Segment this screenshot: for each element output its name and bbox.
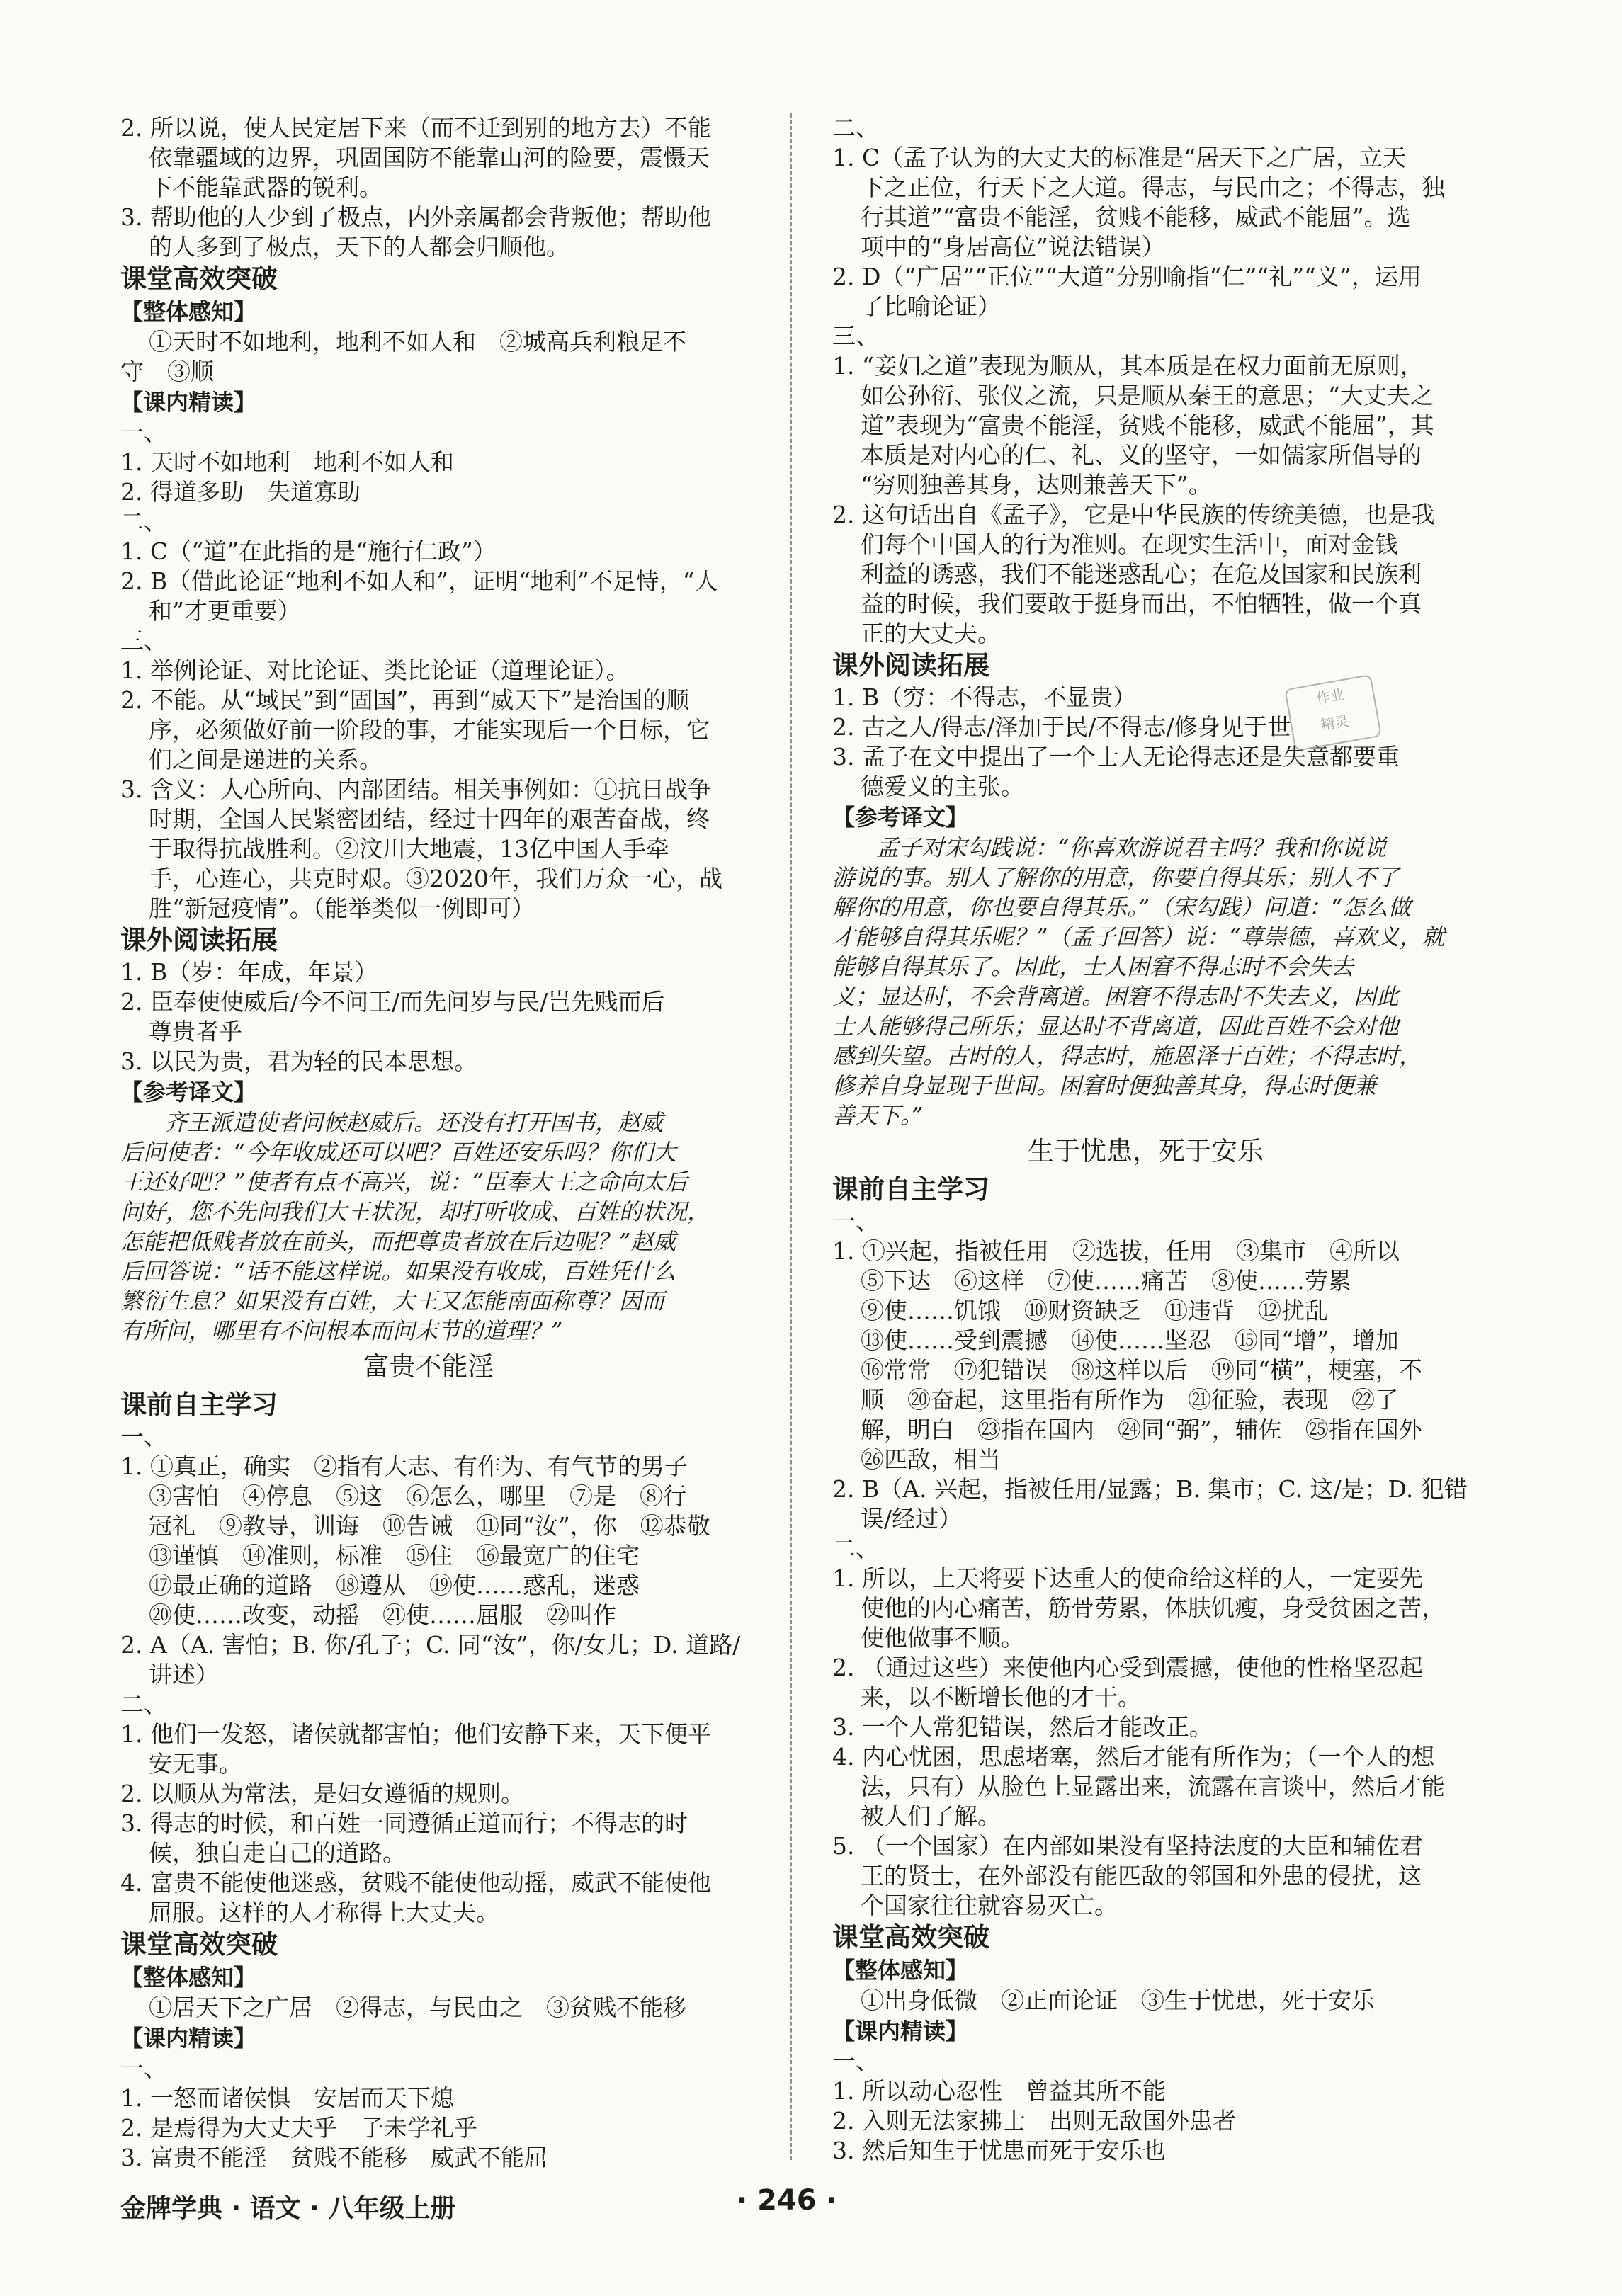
left-text-line-continued: 安无事。 (149, 1750, 242, 1778)
stamp-line-1: 作业 (1315, 686, 1346, 707)
right-answer-line: 2. 古之人/得志/泽加于民/不得志/修身见于世 (832, 713, 1291, 741)
right-section-heading: 课外阅读拓展 (832, 650, 989, 681)
left-answer-line: 2. A（A. 害怕；B. 你/孔子；C. 同“汝”，你/女儿；D. 道路/ (120, 1631, 741, 1659)
left-answer-line: 2. 臣奉使使威后/今不问王/而先问岁与民/岂先贱而后 (120, 988, 665, 1016)
left-text-line-continued: 候，独自走自己的道路。 (149, 1839, 406, 1867)
left-subsection-tag: 【课内精读】 (120, 389, 257, 416)
right-answer-line: 2. D（“广居”“正位”“大道”分别喻指“仁”“礼”“义”，运用 (832, 263, 1422, 290)
left-answer-line: 2. 不能。从“域民”到“固国”，再到“威天下”是治国的顺 (120, 686, 690, 714)
right-answer-line: 1. 所以，上天将要下达重大的使命给这样的人，一定要先 (832, 1564, 1423, 1592)
right-text-line-continued: 利益的诱惑，我们不能迷惑乱心；在危及国家和民族利 (861, 560, 1422, 588)
left-text-line-continued: 胜“新冠疫情”。（能举类似一例即可） (149, 894, 535, 922)
right-section-heading: 课前自主学习 (832, 1174, 989, 1205)
right-answer-line: 一、 (832, 2047, 879, 2075)
right-text-line-continued: ⑨使……饥饿 ⑩财资缺乏 ⑪违背 ⑫扰乱 (861, 1297, 1328, 1324)
left-subsection-tag: 【整体感知】 (120, 1964, 257, 1991)
right-text-line-continued: 被人们了解。 (861, 1802, 1001, 1830)
right-text-line-continued: 王的贤士，在外部没有能匹敌的邻国和外患的侵扰，这 (861, 1862, 1422, 1889)
left-answer-line: 一、 (120, 1423, 167, 1450)
right-text-line-continued: 法，只有）从脸色上显露出来，流露在言谈中，然后才能 (861, 1773, 1445, 1800)
left-answer-line: 2. 得道多助 失道寡助 (120, 478, 361, 506)
left-section-heading: 课外阅读拓展 (120, 925, 278, 955)
right-answer-line: 5. （一个国家）在内部如果没有坚持法度的大臣和辅佐君 (832, 1832, 1423, 1860)
right-answer-line: 2. 入则无法家拂士 出则无敌国外患者 (832, 2107, 1236, 2135)
right-text-line-continued: “穷则独善其身，达则兼善天下”。 (861, 471, 1212, 499)
left-text-line-continued: 手，心连心，共克时艰。③2020年，我们万众一心，战 (149, 865, 722, 892)
left-translation-line: 繁衍生息？如果没有百姓，大王又怎能南面称尊？因而 (120, 1288, 665, 1314)
right-answer-line: 一、 (832, 1207, 879, 1235)
right-text-line-continued: 个国家往往就容易灭亡。 (861, 1892, 1118, 1919)
right-text-line-continued: 如公孙衍、张仪之流，只是顺从秦王的意思；“大丈夫之 (861, 382, 1434, 409)
left-answer-line: 1. 举例论证、对比论证、类比论证（道理论证）。 (120, 657, 630, 684)
left-text-line-continued: 们之间是递进的关系。 (149, 746, 382, 773)
left-translation-line: 齐王派遣使者问候赵威后。还没有打开国书，赵威 (164, 1109, 664, 1136)
right-column (832, 113, 1468, 2166)
left-answer-line: 1. 他们一发怒，诸侯就都害怕；他们安静下来，天下便平 (120, 1720, 711, 1748)
right-answer-line: 3. 一个人常犯错误，然后才能改正。 (832, 1713, 1213, 1741)
left-text-line-continued: ①居天下之广居 ②得志，与民由之 ③贫贱不能移 (149, 1994, 686, 2021)
left-translation-line: 怎能把低贱者放在前头，而把尊贵者放在后边呢？”赵威 (120, 1228, 676, 1255)
left-answer-line: 2. 所以说，使人民定居下来（而不迁到别的地方去）不能 (120, 114, 711, 142)
right-translation-line: 孟子对宋勾践说：“你喜欢游说君主吗？我和你说说 (876, 834, 1387, 861)
right-translation-line: 解你的用意，你也要自得其乐。”（宋勾践）问道：“怎么做 (832, 894, 1411, 921)
right-text-line-continued: 们每个中国人的行为准则。在现实生活中，面对金钱 (861, 530, 1398, 558)
left-answer-line: 4. 富贵不能使他迷惑，贫贱不能使他动摇，威武不能使他 (120, 1869, 711, 1897)
left-subsection-tag: 【课内精读】 (120, 2025, 257, 2052)
column-divider (790, 113, 792, 2160)
left-section-heading: 课堂高效突破 (120, 263, 278, 294)
right-text-line-continued: 道”表现为“富贵不能淫，贫贱不能移，威武不能屈”，其 (861, 411, 1434, 439)
left-section-heading: 课前自主学习 (120, 1389, 278, 1420)
left-answer-line: 一、 (120, 419, 167, 446)
left-text-line-continued: 讲述） (149, 1661, 219, 1688)
left-text-line-continued: 于取得抗战胜利。②汶川大地震，13亿中国人手牵 (149, 835, 669, 863)
left-translation-line: 有所问，哪里有不问根本而问末节的道理？” (120, 1317, 563, 1344)
right-text-line-continued: 德爱义的主张。 (861, 773, 1024, 800)
right-subsection-tag: 【课内精读】 (832, 2018, 969, 2045)
right-answer-line: 1. B（穷：不得志，不显贵） (832, 683, 1137, 711)
right-answer-line: 1. C（孟子认为的大丈夫的标准是“居天下之广居，立天 (832, 144, 1407, 171)
right-subsection-tag: 【整体感知】 (832, 1957, 969, 1984)
left-translation-line: 王还好吧？”使者有点不高兴，说：“臣奉大王之命向太后 (120, 1169, 688, 1195)
left-answer-line: 1. 天时不如地利 地利不如人和 (120, 448, 454, 476)
left-answer-line: 3. 帮助他的人少到了极点，内外亲属都会背叛他；帮助他 (120, 203, 711, 231)
left-text-line-continued: ①天时不如地利，地利不如人和 ②城高兵利粮足不 (149, 328, 686, 356)
right-answer-line: 三、 (832, 322, 879, 350)
left-text-line-continued: 的人多到了极点，天下的人都会归顺他。 (149, 233, 569, 261)
right-text-line-continued: 下之正位，行天下之大道。得志，与民由之；不得志，独 (861, 174, 1445, 201)
right-text-line-continued: 使他的内心痛苦，筋骨劳累，体肤饥瘦，身受贫困之苦， (861, 1594, 1445, 1622)
left-text-line-continued: 尊贵者乎 (149, 1018, 242, 1045)
left-text-line-continued: 和”才更重要） (149, 597, 301, 625)
right-translation-line: 士人能够得己所乐；显达时不背离道，因此百姓不会对他 (832, 1013, 1400, 1040)
right-answer-line: 4. 内心忧困，思虑堵塞，然后才能有所作为；（一个人的想 (832, 1743, 1435, 1771)
left-translation-line: 后回答说：“话不能这样说。如果没有收成，百姓凭什么 (120, 1258, 676, 1285)
right-lesson-title: 生于忧患，死于安乐 (1028, 1136, 1264, 1166)
right-text-line-continued: 来，以不断增长他的才干。 (861, 1683, 1141, 1711)
right-text-line-continued: ⑤下达 ⑥这样 ⑦使……痛苦 ⑧使……劳累 (861, 1267, 1351, 1295)
left-answer-line: 2. 是焉得为大丈夫乎 子未学礼乎 (120, 2114, 477, 2142)
left-answer-line: 1. C（“道”在此指的是“施行仁政”） (120, 538, 497, 565)
left-text-line-continued: 依靠疆域的边界，巩固国防不能靠山河的险要，震慑天 (149, 144, 710, 171)
right-text-line-continued: 解，明白 ㉓指在国内 ㉔同“弼”，辅佐 ㉕指在国外 (861, 1416, 1422, 1443)
left-answer-line: 3. 富贵不能淫 贫贱不能移 威武不能屈 (120, 2144, 548, 2171)
right-answer-line: 1. ①兴起，指被任用 ②选拔，任用 ③集市 ④所以 (832, 1237, 1400, 1265)
left-answer-line: 一、 (120, 2055, 167, 2082)
right-translation-line: 修养自身显现于世间。困窘时便独善其身，得志时便兼 (832, 1072, 1377, 1099)
left-text-line-continued: ⑬谨慎 ⑭准则，标准 ⑮住 ⑯最宽广的住宅 (149, 1542, 640, 1569)
left-answer-line: 2. 以顺从为常法，是妇女遵循的规则。 (120, 1780, 524, 1807)
right-translation-line: 感到失望。古时的人，得志时，施恩泽于百姓；不得志时， (832, 1042, 1422, 1069)
left-answer-line: 守 ③顺 (120, 358, 214, 385)
right-translation-line: 能够自得其乐了。因此，士人困窘不得志时不会失去 (832, 953, 1354, 980)
left-answer-line: 1. ①真正，确实 ②指有大志、有作为、有气节的男子 (120, 1453, 688, 1480)
left-section-heading: 课堂高效突破 (120, 1929, 278, 1960)
left-text-line-continued: 冠礼 ⑨教导，训诲 ⑩告诫 ⑪同“汝”，你 ⑫恭敬 (149, 1512, 710, 1540)
right-translation-line: 义；显达时，不会背离道。困窘不得志时不失去义，因此 (832, 983, 1400, 1010)
right-answer-line: 二、 (832, 1535, 879, 1562)
left-text-line-continued: 时期，全国人民紧密团结，经过十四年的艰苦奋战，终 (149, 805, 710, 833)
left-text-line-continued: ③害怕 ④停息 ⑤这 ⑥怎么，哪里 ⑦是 ⑧行 (149, 1482, 686, 1510)
right-translation-line: 才能够自得其乐呢？”（孟子回答）说：“尊崇德，喜欢义，就 (832, 923, 1445, 950)
right-translation-line: 游说的事。别人了解你的用意，你要自得其乐；别人不了 (832, 864, 1400, 891)
left-text-line-continued: ⑳使……改变，动摇 ㉑使……屈服 ㉒叫作 (149, 1601, 616, 1629)
right-text-line-continued: 正的大丈夫。 (861, 620, 1001, 647)
left-answer-line: 2. B（借此论证“地利不如人和”，证明“地利”不足恃，“人 (120, 567, 718, 595)
right-text-line-continued: ⑯常常 ⑰犯错误 ⑱这样以后 ⑲同“横”，梗塞，不 (861, 1356, 1422, 1384)
right-text-line-continued: 行其道”“富贵不能淫，贫贱不能移，威武不能屈”。选 (861, 203, 1411, 231)
left-answer-line: 1. 一怒而诸侯惧 安居而天下熄 (120, 2084, 454, 2112)
right-answer-line: 2. B（A. 兴起，指被任用/显露；B. 集市；C. 这/是；D. 犯错 (832, 1475, 1468, 1503)
right-answer-line: 2. （通过这些）来使他内心受到震撼，使他的性格坚忍起 (832, 1654, 1423, 1681)
stamp-line-2: 精灵 (1319, 712, 1351, 734)
right-text-line-continued: ①出身低微 ②正面论证 ③生于忧患，死于安乐 (861, 1987, 1375, 2014)
right-answer-line: 1. 所以动心忍性 曾益其所不能 (832, 2077, 1166, 2105)
right-answer-line: 二、 (832, 114, 879, 142)
left-text-line-continued: 下不能靠武器的锐利。 (149, 174, 382, 201)
right-text-line-continued: 项中的“身居高位”说法错误） (861, 233, 1165, 261)
right-text-line-continued: 益的时候，我们要敢于挺身而出，不怕牺牲，做一个真 (861, 590, 1422, 618)
right-text-line-continued: ㉖匹敌，相当 (861, 1445, 1001, 1473)
right-translation-line: 善天下。” (832, 1102, 924, 1129)
right-answer-line: 1. “妾妇之道”表现为顺从，其本质是在权力面前无原则， (832, 352, 1424, 380)
left-text-line-continued: 屈服。这样的人才称得上大丈夫。 (149, 1899, 499, 1926)
left-answer-line: 二、 (120, 508, 167, 535)
footer-book-title: 金牌学典 · 语文 · 八年级上册 (120, 2194, 456, 2223)
left-subsection-tag: 【整体感知】 (120, 298, 257, 325)
left-column (120, 113, 741, 2173)
left-answer-line: 1. B（岁：年成，年景） (120, 958, 378, 986)
right-text-line-continued: 本质是对内心的仁、礼、义的坚守，一如儒家所倡导的 (861, 441, 1422, 469)
right-answer-line: 3. 孟子在文中提出了一个士人无论得志还是失意都要重 (832, 743, 1400, 771)
left-answer-line: 3. 含义：人心所向、内部团结。相关事例如：①抗日战争 (120, 775, 711, 803)
left-lesson-title: 富贵不能淫 (363, 1351, 494, 1382)
left-answer-line: 三、 (120, 627, 167, 654)
right-answer-line: 2. 这句话出自《孟子》，它是中华民族的传统美德，也是我 (832, 501, 1435, 528)
right-text-line-continued: 顺 ⑳奋起，这里指有所作为 ㉑征验，表现 ㉒了 (861, 1386, 1398, 1414)
right-text-line-continued: 使他做事不顺。 (861, 1624, 1024, 1652)
left-translation-line: 后问使者：“今年收成还可以吧？百姓还安乐吗？你们大 (120, 1139, 676, 1166)
page-number: · 246 · (737, 2184, 837, 2217)
right-text-line-continued: ⑬使……受到震撼 ⑭使……坚忍 ⑮同“增”，增加 (861, 1326, 1399, 1354)
left-subsection-tag: 【参考译文】 (120, 1079, 257, 1106)
left-text-line-continued: 序，必须做好前一阶段的事，才能实现后一个目标，它 (149, 716, 710, 744)
right-subsection-tag: 【参考译文】 (832, 804, 969, 831)
right-section-heading: 课堂高效突破 (832, 1922, 989, 1953)
right-answer-line: 3. 然后知生于忧患而死于安乐也 (832, 2137, 1166, 2164)
left-answer-line: 3. 以民为贵，君为轻的民本思想。 (120, 1047, 477, 1075)
left-text-line-continued: ⑰最正确的道路 ⑱遵从 ⑲使……惑乱，迷惑 (149, 1572, 640, 1599)
left-answer-line: 二、 (120, 1690, 167, 1718)
left-translation-line: 问好，您不先问我们大王状况，却打听收成、百姓的状况， (120, 1198, 710, 1225)
right-text-line-continued: 误/经过） (861, 1505, 963, 1533)
left-answer-line: 3. 得志的时候，和百姓一同遵循正道而行；不得志的时 (120, 1809, 688, 1837)
right-text-line-continued: 了比喻论证） (861, 292, 1001, 320)
